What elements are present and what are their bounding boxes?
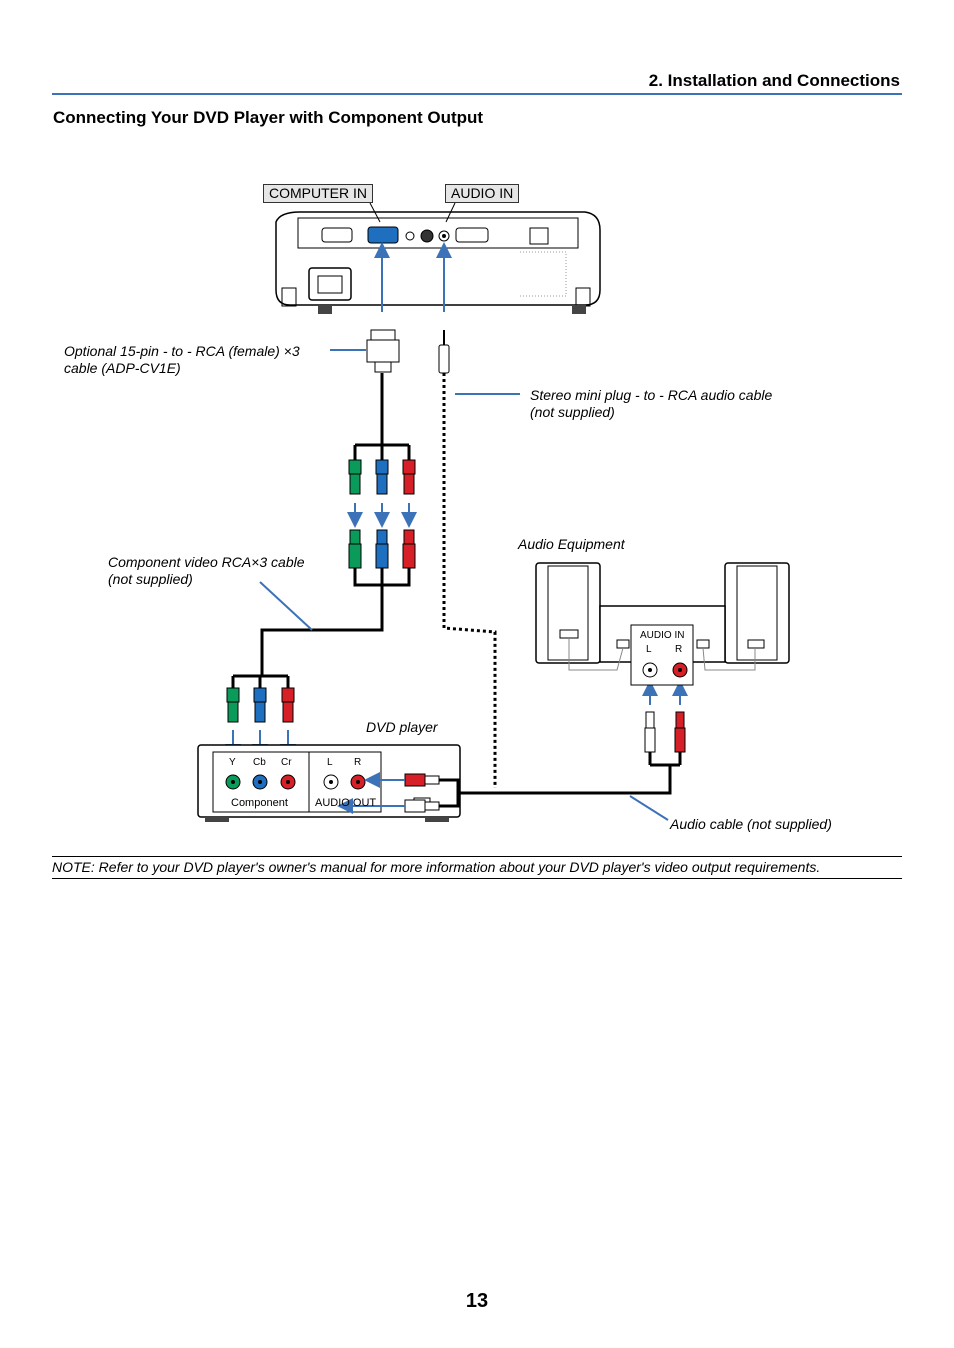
rca-plugs-top xyxy=(349,460,415,494)
audio-in-label: AUDIO IN xyxy=(445,184,519,203)
dvd-cr-label: Cr xyxy=(281,757,292,768)
note-rule-top xyxy=(52,856,902,857)
optional-cable-caption xyxy=(64,343,300,377)
vga-plug xyxy=(367,330,399,372)
optional-cable-line1: Optional 15-pin - to - RCA (female) ×3 xyxy=(64,343,300,359)
amp-audio-in-label: AUDIO IN xyxy=(640,630,685,641)
dvd-y-label: Y xyxy=(229,757,236,768)
dvd-audio-out-label: AUDIO OUT xyxy=(315,797,377,809)
optional-cable-line2: cable (ADP-CV1E) xyxy=(64,360,181,376)
dvd-l-label: L xyxy=(327,757,333,768)
stereo-cable-caption xyxy=(530,387,772,421)
audio-equipment-caption: Audio Equipment xyxy=(518,536,625,552)
mini-plug xyxy=(439,330,449,373)
component-cable-line2: (not supplied) xyxy=(108,571,193,587)
note-text: NOTE: Refer to your DVD player's owner's manual for more information about your DVD player's video output requirements. xyxy=(52,859,821,875)
dvd-player-caption: DVD player xyxy=(366,719,438,735)
section-title: 2. Installation and Connections xyxy=(648,71,900,90)
audio-plugs-amp xyxy=(645,712,685,752)
rca-plugs-middle xyxy=(349,530,415,568)
page-heading: Connecting Your DVD Player with Component Output xyxy=(53,108,484,127)
dvd-component-label: Component xyxy=(231,797,288,809)
rca-plugs-bottom xyxy=(227,688,294,722)
component-cable-line1: Component video RCA×3 cable xyxy=(108,554,305,570)
amp-r-label: R xyxy=(675,644,683,655)
page-number: 13 xyxy=(465,1290,489,1312)
note-rule-bottom xyxy=(52,878,902,879)
audio-equipment xyxy=(536,563,789,685)
amp-l-label: L xyxy=(646,644,652,655)
projector xyxy=(276,212,600,314)
dvd-r-label: R xyxy=(354,757,362,768)
stereo-cable-line1: Stereo mini plug - to - RCA audio cable xyxy=(530,387,773,403)
computer-in-label: COMPUTER IN xyxy=(263,184,373,203)
stereo-cable-line2: (not supplied) xyxy=(530,404,615,420)
component-cable-caption xyxy=(108,554,305,588)
dvd-cb-label: Cb xyxy=(253,757,266,768)
audio-cable-caption: Audio cable (not supplied) xyxy=(670,816,832,832)
